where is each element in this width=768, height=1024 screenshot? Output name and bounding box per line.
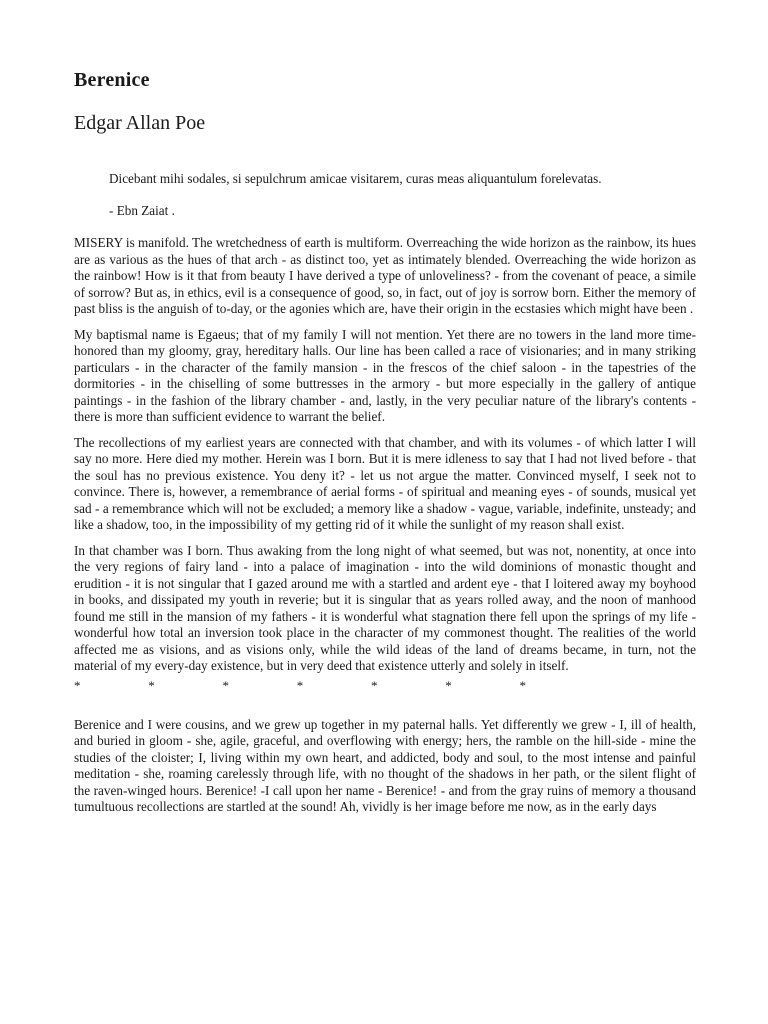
separator-asterisk: * [371,677,378,693]
separator-asterisk: * [296,677,304,693]
separator-asterisk: * [74,677,81,693]
separator-asterisk: * [445,677,452,693]
paragraph: My baptismal name is Egaeus; that of my family I will not mention. Yet there are no towers in the land more time-honored than my gloomy, gray, hereditary halls. Our line has been called a race of visionaries; and in many striking particulars - in the character of the family mansion - in the frescos of the chief saloon - in the tapestries of the dormitories - in the chiselling of some buttresses in the armory - but more especially in the gallery of antique paintings - in the fashion of the library chamber - and, lastly, in the very peculiar nature of the library's contents - there is more than sufficient evidence to warrant the belief. [74,326,696,424]
separator-asterisk: * [222,677,229,693]
separator-asterisk: * [148,677,155,693]
document-author: Edgar Allan Poe [74,112,206,134]
body-text [74,235,696,816]
separator-asterisk: * [519,677,526,693]
section-separator [74,678,526,694]
epigraph-attribution: - Ebn Zaiat . [109,202,175,218]
epigraph-quote: Dicebant mihi sodales, si sepulchrum amicae visitarem, curas meas aliquantulum forelevatas. [109,171,602,186]
epigraph [109,171,683,219]
document-page [74,66,696,825]
paragraph: Berenice and I were cousins, and we grew up together in my paternal halls. Yet differently we grew - I, ill of health, and buried in gloom - she, agile, graceful, and overflowing with energy; hers, the ramble on the hill-side - mine the studies of the cloister; I, living within my own heart, and addicted, body and soul, to the most intense and painful meditation - she, roaming carelessly through life, with no thought of the shadows in her path, or the silent flight of the raven-winged hours. Berenice! -I call upon her name - Berenice! - and from the gray ruins of memory a thousand tumultuous recollections are startled at the sound! Ah, vividly is her image before me now, as in the early days [74,716,696,814]
document-title: Berenice [74,69,150,91]
paragraph: The recollections of my earliest years are connected with that chamber, and with its volumes - of which latter I will say no more. Here died my mother. Herein was I born. But it is mere idleness to say that I had not lived before - that the soul has no previous existence. You deny it? - let us not argue the matter. Convinced myself, I seek not to convince. There is, however, a remembrance of aerial forms - of spiritual and meaning eyes - of sounds, musical yet sad - a remembrance which will not be excluded; a memory like a shadow - vague, variable, indefinite, unsteady; and like a shadow, too, in the impossibility of my getting rid of it while the sunlight of my reason shall exist. [74,434,696,532]
paragraph: In that chamber was I born. Thus awaking from the long night of what seemed, but was not, nonentity, at once into the very regions of fairy land - into a palace of imagination - into the wild dominions of monastic thought and erudition - it is not singular that I gazed around me with a startled and ardent eye - that I loitered away my boyhood in books, and dissipated my youth in reverie; but it is singular that as years rolled away, and the noon of manhood found me still in the mansion of my fathers - it is wonderful what stagnation there fell upon the springs of my life - wonderful how total an inversion took place in the character of my commonest thought. The realities of the world affected me as visions, and as visions only, while the wild ideas of the land of dreams became, in turn, not the material of my every-day existence, but in very deed that existence utterly and solely in itself. [74,542,696,673]
paragraph: MISERY is manifold. The wretchedness of earth is multiform. Overreaching the wide horizon as the rainbow, its hues are as various as the hues of that arch - as distinct too, yet as intimately blended. Overreaching the wide horizon as the rainbow! How is it that from beauty I have derived a type of unloveliness? - from the covenant of peace, a simile of sorrow? But as, in ethics, evil is a consequence of good, so, in fact, out of joy is sorrow born. Either the memory of past bliss is the anguish of to-day, or the agonies which are, have their origin in the ecstasies which might have been . [74,235,696,316]
